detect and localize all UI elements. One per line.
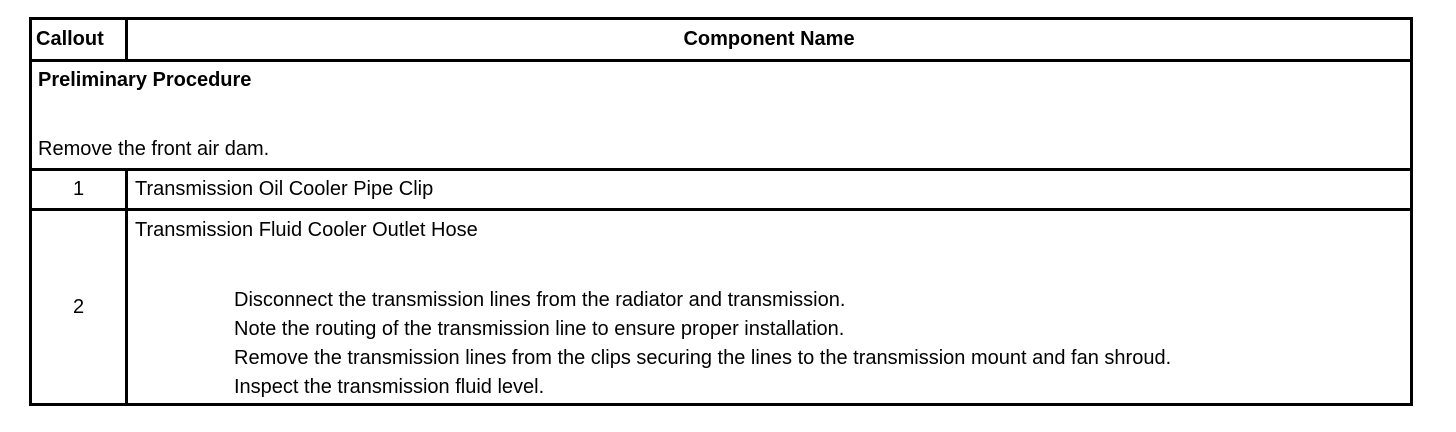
table-row (31, 170, 1412, 210)
component-name: Transmission Fluid Cooler Outlet Hose (135, 219, 478, 241)
preliminary-title: Preliminary Procedure (38, 69, 252, 91)
procedure-steps (234, 286, 1171, 402)
component-name: Transmission Oil Cooler Pipe Clip (127, 170, 1412, 210)
preliminary-text: Remove the front air dam. (38, 138, 270, 160)
procedure-step: Disconnect the transmission lines from the radiator and transmission. (234, 289, 846, 311)
preliminary-row (31, 61, 1412, 170)
procedure-step: Remove the transmission lines from the clips securing the lines to the transmission mount and fan shroud. (234, 347, 1172, 369)
preliminary-cell (31, 61, 1412, 170)
callout-number: 1 (31, 170, 127, 210)
procedure-step: Inspect the transmission fluid level. (234, 376, 545, 398)
callout-number: 2 (31, 210, 127, 405)
table-header-row (31, 19, 1412, 61)
callout-column-header: Callout (31, 19, 127, 61)
procedure-step: Note the routing of the transmission line to ensure proper installation. (234, 318, 845, 340)
component-name-column-header: Component Name (127, 19, 1412, 61)
component-name-cell (127, 210, 1412, 405)
component-table (29, 17, 1413, 406)
table-row (31, 210, 1412, 405)
